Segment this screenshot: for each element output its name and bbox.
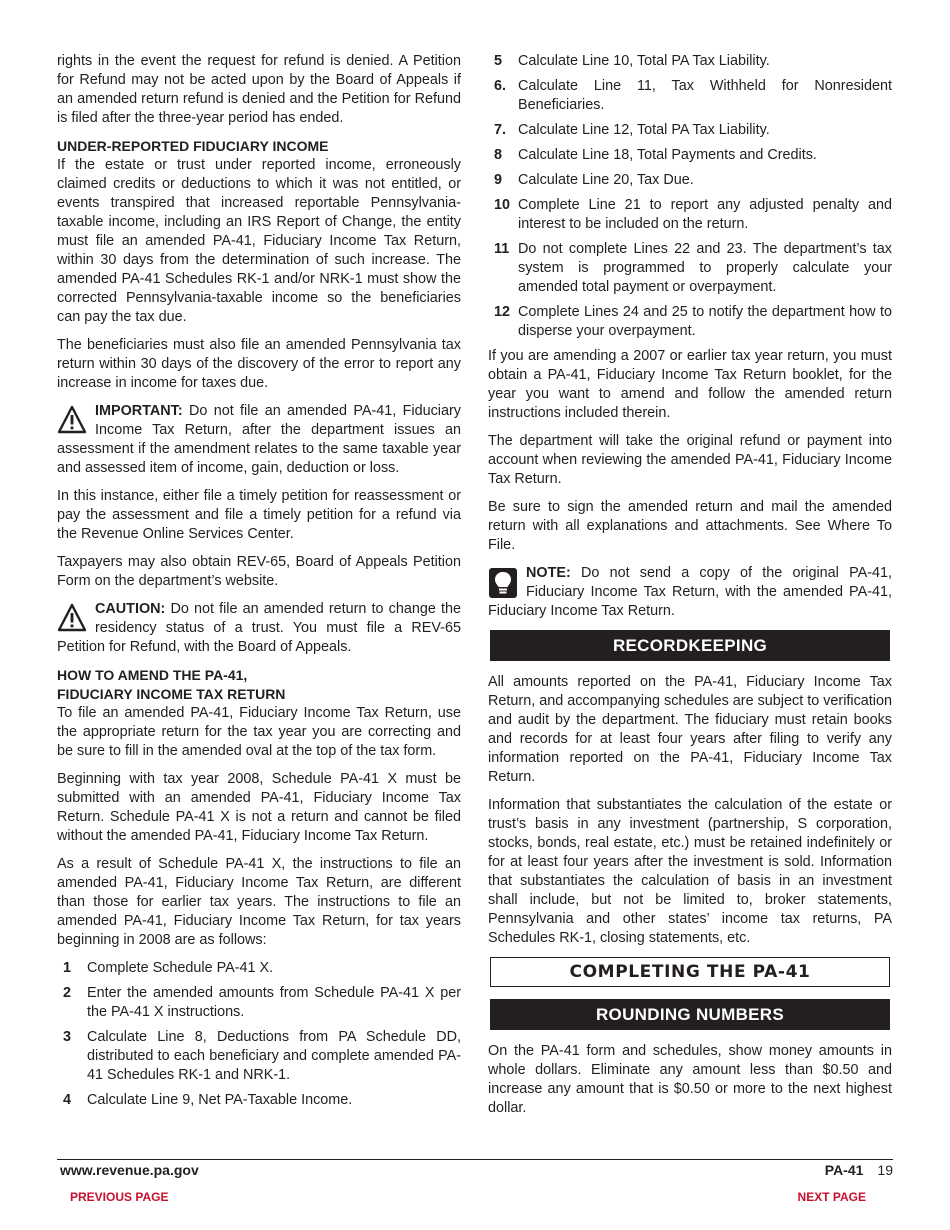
right-column bbox=[488, 52, 892, 1127]
step-text: Calculate Line 10, Total PA Tax Liability. bbox=[518, 53, 770, 69]
list-item bbox=[488, 303, 892, 341]
step-text: Calculate Line 9, Net PA-Taxable Income. bbox=[87, 1092, 353, 1108]
step-number: 6. bbox=[494, 78, 507, 94]
page-number: 19 bbox=[877, 1162, 893, 1178]
paragraph-rev65: Taxpayers may also obtain REV-65, Board of Appeals Petition Form on the department’s website. bbox=[57, 554, 461, 589]
section-bar-completing: COMPLETING THE PA-41 bbox=[490, 957, 890, 987]
paragraph-under-reported-2: The beneficiaries must also file an amended Pennsylvania tax return within 30 days of the discovery of the error to report any increase in income for taxes due. bbox=[57, 337, 461, 391]
paragraph-sign: Be sure to sign the amended return and mail the amended return with all explanations and attachments. See Where To File. bbox=[488, 499, 892, 553]
caution-label: CAUTION: bbox=[95, 601, 166, 617]
footer-url: www.revenue.pa.gov bbox=[60, 1162, 199, 1178]
previous-page-link[interactable]: PREVIOUS PAGE bbox=[70, 1190, 169, 1204]
important-text: Do not file an amended PA-41, Fiduciary Income Tax Return, after the department issues an assessment if the amendment relates to the same taxable year and assessed item of income, gain, deduction or loss. bbox=[57, 403, 461, 476]
step-text: Do not complete Lines 22 and 23. The department’s tax system is programmed to properly calculate your amended total payment or overpayment. bbox=[518, 241, 892, 295]
list-item bbox=[57, 959, 461, 978]
step-text: Calculate Line 18, Total Payments and Credits. bbox=[518, 147, 817, 163]
amend-steps-list bbox=[57, 959, 461, 1110]
paragraph-instance: In this instance, either file a timely petition for reassessment or pay the assessment and file a timely petition for a refund via the Revenue Online Services Center. bbox=[57, 488, 461, 542]
paragraph-intro: rights in the event the request for refund is denied. A Petition for Refund may not be acted upon by the Board of Appeals if an amended return refund is denied and the Petition for Refund is filed after the three-year period has ended. bbox=[57, 53, 461, 126]
step-number: 12 bbox=[494, 304, 511, 320]
step-text: Calculate Line 8, Deductions from PA Schedule DD, distributed to each beneficiary and complete amended PA-41 Schedules RK-1 and NRK-1. bbox=[87, 1029, 461, 1083]
left-column bbox=[57, 52, 461, 1116]
step-text: Calculate Line 20, Tax Due. bbox=[518, 172, 694, 188]
step-number: 1 bbox=[63, 960, 72, 976]
step-text: Complete Lines 24 and 25 to notify the department how to disperse your overpayment. bbox=[518, 304, 892, 339]
step-number: 4 bbox=[63, 1092, 72, 1108]
paragraph-under-reported-1: If the estate or trust under reported income, erroneously claimed credits or deductions to which it was not entitled, or events transpired that increased reportable Pennsylvania-taxable income, including an IRS Report of Change, the entity must file an amended PA-41, Fiduciary Income Tax Return, within 30 days from the determination of such increase. The amended PA-41 Schedules RK-1 and/or NRK-1 must show the corrected Pennsylvania-taxable income so the beneficiaries can pay the tax due. bbox=[57, 157, 461, 325]
next-page-link[interactable]: NEXT PAGE bbox=[797, 1190, 866, 1204]
step-text: Complete Line 21 to report any adjusted penalty and interest to be included on the return. bbox=[518, 197, 892, 232]
note-text: Do not send a copy of the original PA-41, Fiduciary Income Tax Return, with the amended PA-41, Fiduciary Income Tax Return. bbox=[488, 565, 892, 619]
heading-under-reported: UNDER-REPORTED FIDUCIARY INCOME bbox=[57, 138, 329, 154]
note-tip bbox=[488, 564, 892, 621]
important-label: IMPORTANT: bbox=[95, 403, 183, 419]
list-item bbox=[488, 52, 892, 71]
list-item bbox=[488, 240, 892, 297]
heading-how-to-amend-1: HOW TO AMEND THE PA-41, bbox=[57, 667, 248, 683]
footer-divider bbox=[57, 1159, 893, 1160]
paragraph-rounding: On the PA-41 form and schedules, show money amounts in whole dollars. Eliminate any amount less than $0.50 and increase any amount that is $0.50 or more to the next highest dollar. bbox=[488, 1043, 892, 1116]
warning-icon bbox=[57, 603, 89, 637]
paragraph-amend-2: Beginning with tax year 2008, Schedule PA-41 X must be submitted with an amended PA-41, Fiduciary Income Tax Return. Schedule PA-41 X is not a return and cannot be filed without the amended PA-41, Fiduciary Income Tax Return. bbox=[57, 771, 461, 844]
warning-icon bbox=[57, 405, 89, 439]
section-bar-rounding: ROUNDING NUMBERS bbox=[490, 999, 890, 1030]
lightbulb-icon bbox=[488, 567, 520, 601]
caution-note bbox=[57, 600, 461, 657]
heading-how-to-amend-2: FIDUCIARY INCOME TAX RETURN bbox=[57, 686, 286, 702]
step-number: 8 bbox=[494, 147, 503, 163]
step-number: 10 bbox=[494, 197, 511, 213]
list-item bbox=[488, 77, 892, 115]
important-note bbox=[57, 402, 461, 478]
step-text: Calculate Line 12, Total PA Tax Liability. bbox=[518, 122, 770, 138]
list-item bbox=[57, 1028, 461, 1085]
paragraph-amend-3: As a result of Schedule PA-41 X, the instructions to file an amended PA-41, Fiduciary Income Tax Return, are different than those for earlier tax years. The instructions to file an amended PA-41, Fiduciary Income Tax Return, for tax years beginning in 2008 are as follows: bbox=[57, 856, 461, 948]
list-item bbox=[488, 171, 892, 190]
paragraph-recordkeeping-2: Information that substantiates the calculation of the estate or trust’s basis in any investment (partnership, S corporation, stocks, bonds, real estate, etc.) must be retained indefinitely or for at least four years after the investment is sold. Information that substantiates the calculation of basis in an investment shall include, but not be limited to, broker statements, Pennsylvania and other states’ income tax returns, PA Schedules RK-1, closing statements, etc. bbox=[488, 797, 892, 946]
step-number: 9 bbox=[494, 172, 503, 188]
section-bar-recordkeeping: RECORDKEEPING bbox=[490, 630, 890, 661]
step-text: Complete Schedule PA-41 X. bbox=[87, 960, 274, 976]
step-text: Enter the amended amounts from Schedule PA-41 X per the PA-41 X instructions. bbox=[87, 985, 461, 1020]
caution-text: Do not file an amended return to change the residency status of a trust. You must file a REV-65 Petition for Refund, with the Board of Appeals. bbox=[57, 601, 461, 655]
note-label: NOTE: bbox=[526, 565, 571, 581]
step-text: Calculate Line 11, Tax Withheld for Nonresident Beneficiaries. bbox=[518, 78, 892, 113]
footer-page-info bbox=[825, 1162, 893, 1178]
step-number: 5 bbox=[494, 53, 503, 69]
step-number: 3 bbox=[63, 1029, 72, 1045]
amend-steps-list-continued bbox=[488, 52, 892, 341]
list-item bbox=[57, 984, 461, 1022]
list-item bbox=[488, 146, 892, 165]
paragraph-2007: If you are amending a 2007 or earlier tax year return, you must obtain a PA-41, Fiduciary Income Tax Return booklet, for the year you want to amend and follow the amended return instructions included therein. bbox=[488, 348, 892, 421]
paragraph-recordkeeping-1: All amounts reported on the PA-41, Fiduciary Income Tax Return, and accompanying schedules are subject to verification and audit by the department. The fiduciary must retain books and records for at least four years after filing to verify any information reported on the PA-41, Fiduciary Income Tax Return. bbox=[488, 674, 892, 785]
paragraph-department: The department will take the original refund or payment into account when reviewing the amended PA-41, Fiduciary Income Tax Return. bbox=[488, 433, 892, 487]
step-number: 7. bbox=[494, 122, 507, 138]
footer-form-name: PA-41 bbox=[824, 1162, 864, 1178]
list-item bbox=[488, 121, 892, 140]
step-number: 11 bbox=[494, 241, 510, 257]
list-item bbox=[488, 196, 892, 234]
list-item bbox=[57, 1091, 461, 1110]
paragraph-amend-1: To file an amended PA-41, Fiduciary Income Tax Return, use the appropriate return for the tax year you are correcting and be sure to fill in the amended oval at the top of the tax form. bbox=[57, 705, 461, 759]
step-number: 2 bbox=[63, 985, 72, 1001]
